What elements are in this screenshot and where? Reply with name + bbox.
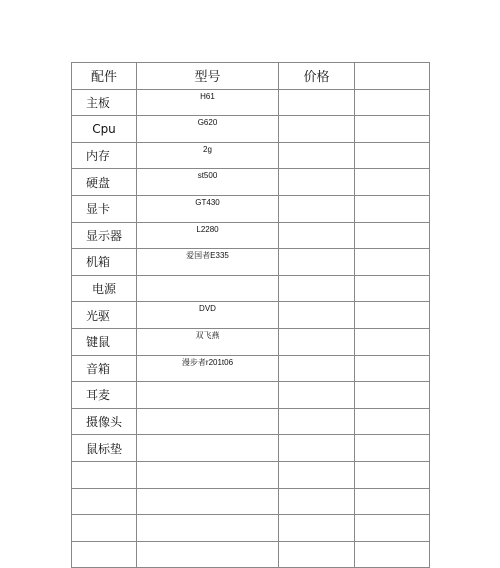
row-model: 爱国者E335 — [137, 249, 279, 276]
row-model — [137, 409, 279, 436]
row-part: 摄像头 — [72, 409, 137, 436]
row-extra — [355, 116, 430, 143]
row-extra — [355, 90, 430, 117]
row-price — [279, 249, 355, 276]
row-part — [72, 489, 137, 516]
row-extra — [355, 382, 430, 409]
row-extra — [355, 435, 430, 462]
row-extra — [355, 249, 430, 276]
row-extra — [355, 223, 430, 250]
row-price — [279, 435, 355, 462]
row-model — [137, 462, 279, 489]
row-extra — [355, 409, 430, 436]
row-model — [137, 515, 279, 542]
row-model: 漫步者r201t06 — [137, 356, 279, 383]
row-extra — [355, 329, 430, 356]
row-price — [279, 169, 355, 196]
row-part: 机箱 — [72, 249, 137, 276]
row-price — [279, 409, 355, 436]
row-part: 显卡 — [72, 196, 137, 223]
row-model: GT430 — [137, 196, 279, 223]
row-part — [72, 515, 137, 542]
row-part: 显示器 — [72, 223, 137, 250]
header-extra — [355, 63, 430, 90]
row-extra — [355, 462, 430, 489]
header-price: 价格 — [279, 63, 355, 90]
row-model: H61 — [137, 90, 279, 117]
row-extra — [355, 276, 430, 303]
row-part — [72, 462, 137, 489]
row-price — [279, 196, 355, 223]
row-extra — [355, 542, 430, 568]
row-price — [279, 143, 355, 170]
header-model: 型号 — [137, 63, 279, 90]
row-price — [279, 329, 355, 356]
row-extra — [355, 489, 430, 516]
row-part — [72, 542, 137, 568]
row-model: G620 — [137, 116, 279, 143]
row-extra — [355, 515, 430, 542]
row-extra — [355, 196, 430, 223]
header-part: 配件 — [72, 63, 137, 90]
row-part: 电源 — [72, 276, 137, 303]
row-part: Cpu — [72, 116, 137, 143]
row-price — [279, 356, 355, 383]
row-model: 2g — [137, 143, 279, 170]
row-part: 鼠标垫 — [72, 435, 137, 462]
row-price — [279, 116, 355, 143]
row-extra — [355, 356, 430, 383]
row-price — [279, 302, 355, 329]
row-model: 双飞燕 — [137, 329, 279, 356]
row-model: L2280 — [137, 223, 279, 250]
row-model: DVD — [137, 302, 279, 329]
row-price — [279, 382, 355, 409]
row-model — [137, 489, 279, 516]
row-price — [279, 542, 355, 568]
row-model — [137, 276, 279, 303]
row-extra — [355, 302, 430, 329]
row-price — [279, 276, 355, 303]
row-part: 键鼠 — [72, 329, 137, 356]
row-price — [279, 223, 355, 250]
row-model: st500 — [137, 169, 279, 196]
row-price — [279, 489, 355, 516]
row-extra — [355, 143, 430, 170]
row-part: 主板 — [72, 90, 137, 117]
row-part: 硬盘 — [72, 169, 137, 196]
row-model — [137, 435, 279, 462]
row-price — [279, 462, 355, 489]
row-part: 内存 — [72, 143, 137, 170]
row-model — [137, 382, 279, 409]
row-part: 耳麦 — [72, 382, 137, 409]
parts-table — [71, 62, 430, 568]
row-model — [137, 542, 279, 568]
row-price — [279, 515, 355, 542]
row-part: 光驱 — [72, 302, 137, 329]
row-price — [279, 90, 355, 117]
row-extra — [355, 169, 430, 196]
row-part: 音箱 — [72, 356, 137, 383]
